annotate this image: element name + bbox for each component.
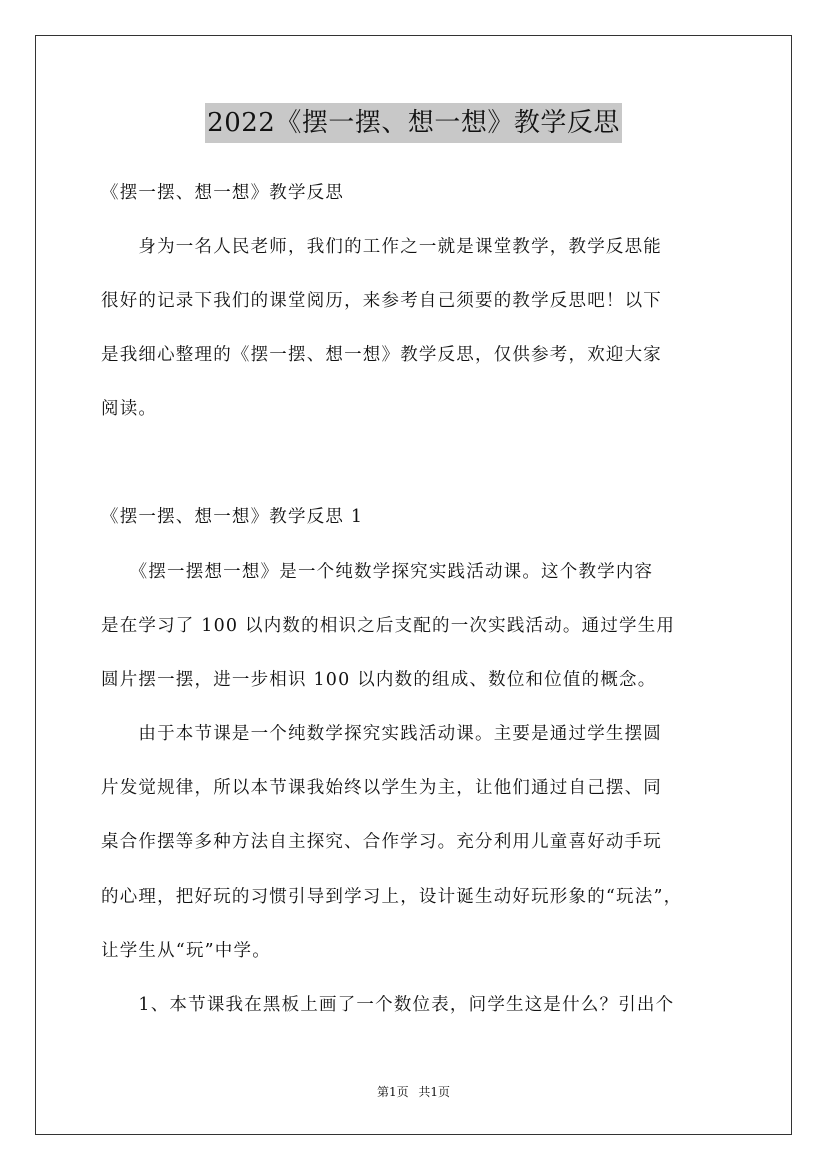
paragraph-line: 阅读。 (101, 399, 158, 419)
page-footer (0, 1084, 827, 1100)
page-total: 共1页 (418, 1085, 451, 1099)
paragraph-line: 片发觉规律，所以本节课我始终以学生为主，让他们通过自己摆、同 (101, 778, 662, 798)
paragraph-line: 的心理，把好玩的习惯引导到学习上，设计诞生动好玩形象的“玩法”， (101, 887, 683, 907)
document-title: 2022《摆一摆、想一想》教学反思 (205, 103, 622, 143)
paragraph-line: 《摆一摆想一想》是一个纯数学探究实践活动课。这个教学内容 (101, 562, 654, 582)
paragraph-line: 很好的记录下我们的课堂阅历，来参考自己须要的教学反思吧！以下 (101, 291, 662, 311)
paragraph-line: 桌合作摆等多种方法自主探究、合作学习。充分利用儿童喜好动手玩 (101, 832, 662, 852)
subtitle-line: 《摆一摆、想一想》教学反思 (101, 183, 345, 203)
paragraph-line: 圆片摆一摆，进一步相识 100 以内数的组成、数位和位值的概念。 (101, 670, 657, 690)
paragraph-line: 1、本节课我在黑板上画了一个数位表，问学生这是什么？引出个 (101, 995, 675, 1015)
paragraph-line: 让学生从“玩”中学。 (101, 941, 271, 961)
section-heading: 《摆一摆、想一想》教学反思 1 (101, 507, 364, 527)
paragraph-line: 是在学习了 100 以内数的相识之后支配的一次实践活动。通过学生用 (101, 616, 676, 636)
page-number: 第1页 (376, 1085, 409, 1099)
paragraph-line: 由于本节课是一个纯数学探究实践活动课。主要是通过学生摆圆 (101, 724, 662, 744)
title-container (0, 103, 827, 143)
paragraph-line: 是我细心整理的《摆一摆、想一想》教学反思，仅供参考，欢迎大家 (101, 345, 662, 365)
paragraph-line: 身为一名人民老师，我们的工作之一就是课堂教学，教学反思能 (101, 237, 662, 257)
